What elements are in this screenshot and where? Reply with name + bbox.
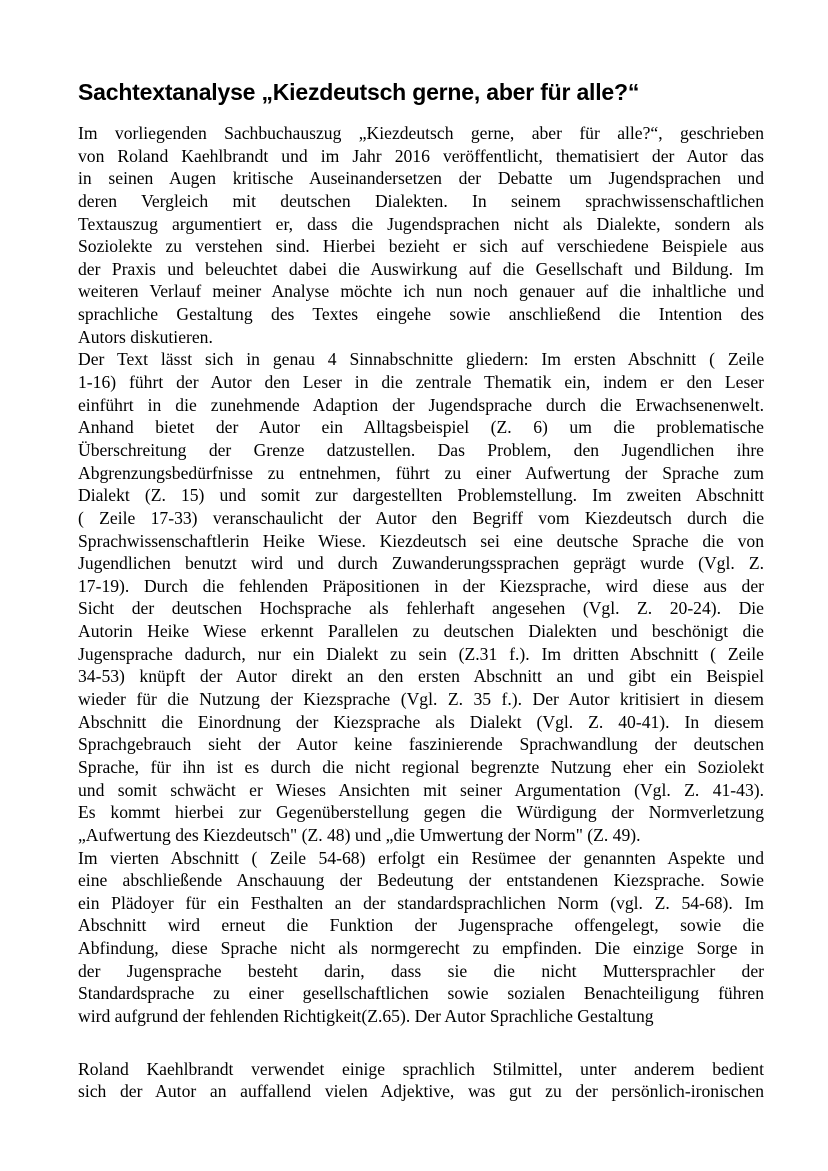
text-line: Jugensprache dadurch, nur ein Dialekt zu sein (Z.31 f.). Im dritten Abschnitt ( Zeile [78, 643, 764, 664]
text-line: Sprache, für ihn ist es durch die nicht regional begrenzte Nutzung eher ein Soziolekt [78, 756, 764, 777]
text-line: Autorin Heike Wiese erkennt Parallelen zu deutschen Dialekten und beschönigt die [78, 621, 764, 642]
text-line: Sprachwissenschaftlerin Heike Wiese. Kiezdeutsch sei eine deutsche Sprache die von [78, 530, 764, 551]
paragraph [78, 1058, 764, 1103]
text-line: einführt in die zunehmende Adaption der Jugendsprache durch die Erwachsenenwelt. [78, 394, 764, 415]
text-line: Es kommt hierbei zur Gegenüberstellung gegen die Würdigung der Normverletzung [78, 802, 764, 823]
text-line: Im vierten Abschnitt ( Zeile 54-68) erfolgt ein Resümee der genannten Aspekte und [78, 847, 764, 868]
text-line: in seinen Augen kritische Auseinandersetzen der Debatte um Jugendsprachen und [78, 168, 764, 189]
text-line: sprachliche Gestaltung des Textes eingehe sowie anschließend die Intention des [78, 304, 764, 325]
text-line: wieder für die Nutzung der Kiezsprache (Vgl. Z. 35 f.). Der Autor kritisiert in diesem [78, 689, 764, 710]
text-line: Autors diskutieren. [78, 326, 213, 347]
text-line: weiteren Verlauf meiner Analyse möchte ich nun noch genauer auf die inhaltliche und [78, 281, 764, 302]
text-line: Abfindung, diese Sprache nicht als normgerecht zu empfinden. Die einzige Sorge in [78, 938, 764, 959]
text-line: ein Plädoyer für ein Festhalten an der standardsprachlichen Norm (vgl. Z. 54-68). Im [78, 892, 764, 913]
text-line: der Jugensprache besteht darin, dass sie die nicht Muttersprachler der [78, 960, 764, 981]
paragraph [78, 348, 764, 846]
document-body [78, 122, 764, 1103]
text-line: Soziolekte zu verstehen sind. Hierbei bezieht er sich auf verschiedene Beispiele aus [78, 236, 764, 257]
text-line: deren Vergleich mit deutschen Dialekten. In seinem sprachwissenschaftlichen [78, 190, 764, 211]
text-line: Jugendlichen benutzt wird und durch Zuwanderungssprachen geprägt wurde (Vgl. Z. [78, 553, 764, 574]
text-line: der Praxis und beleuchtet dabei die Auswirkung auf die Gesellschaft und Bildung. Im [78, 258, 764, 279]
text-line: Abgrenzungsbedürfnisse zu entnehmen, führt zu einer Aufwertung der Sprache zum [78, 462, 764, 483]
text-line: ( Zeile 17-33) veranschaulicht der Autor den Begriff vom Kiezdeutsch durch die [78, 507, 764, 528]
text-line: 1-16) führt der Autor den Leser in die zentrale Thematik ein, indem er den Leser [78, 372, 764, 393]
text-line: Abschnitt die Einordnung der Kiezsprache als Dialekt (Vgl. Z. 40-41). In diesem [78, 711, 764, 732]
text-line: Abschnitt wird erneut die Funktion der Jugensprache offengelegt, sowie die [78, 915, 764, 936]
text-line: 34-53) knüpft der Autor direkt an den ersten Abschnitt an und gibt ein Beispiel [78, 666, 764, 687]
text-line: von Roland Kaehlbrandt und im Jahr 2016 veröffentlicht, thematisiert der Autor das [78, 145, 764, 166]
text-line: und somit schwächt er Wieses Ansichten mit seiner Argumentation (Vgl. Z. 41-43). [78, 779, 764, 800]
paragraph-gap [78, 1028, 764, 1058]
text-line: Sicht der deutschen Hochsprache als fehlerhaft angesehen (Vgl. Z. 20-24). Die [78, 598, 764, 619]
text-line: wird aufgrund der fehlenden Richtigkeit(Z.65). Der Autor Sprachliche Gestaltung [78, 1005, 654, 1026]
text-line: „Aufwertung des Kiezdeutsch" (Z. 48) und „die Umwertung der Norm" (Z. 49). [78, 824, 641, 845]
paragraph [78, 847, 764, 1028]
text-line: Anhand bietet der Autor ein Alltagsbeispiel (Z. 6) um die problematische [78, 417, 764, 438]
text-line: sich der Autor an auffallend vielen Adjektive, was gut zu der persönlich-ironischen [78, 1081, 764, 1102]
paragraph [78, 122, 764, 348]
text-line: Der Text lässt sich in genau 4 Sinnabschnitte gliedern: Im ersten Abschnitt ( Zeile [78, 349, 764, 370]
text-line: Standardsprache zu einer gesellschaftlichen sowie sozialen Benachteiligung führen [78, 983, 764, 1004]
text-line: Textauszug argumentiert er, dass die Jugendsprachen nicht als Dialekte, sondern als [78, 213, 764, 234]
text-line: Dialekt (Z. 15) und somit zur dargestellten Problemstellung. Im zweiten Abschnitt [78, 485, 764, 506]
text-line: eine abschließende Anschauung der Bedeutung der entstandenen Kiezsprache. Sowie [78, 870, 764, 891]
document-title: Sachtextanalyse „Kiezdeutsch gerne, aber für alle?“ [78, 79, 640, 105]
text-line: Roland Kaehlbrandt verwendet einige sprachlich Stilmittel, unter anderem bedient [78, 1058, 764, 1079]
text-line: Im vorliegenden Sachbuchauszug „Kiezdeutsch gerne, aber für alle?“, geschrieben [78, 123, 764, 143]
text-line: Überschreitung der Grenze datzustellen. Das Problem, den Jugendlichen ihre [78, 439, 764, 460]
text-line: Sprachgebrauch sieht der Autor keine faszinierende Sprachwandlung der deutschen [78, 734, 764, 755]
text-line: 17-19). Durch die fehlenden Präpositionen in der Kiezsprache, wird diese aus der [78, 575, 764, 596]
